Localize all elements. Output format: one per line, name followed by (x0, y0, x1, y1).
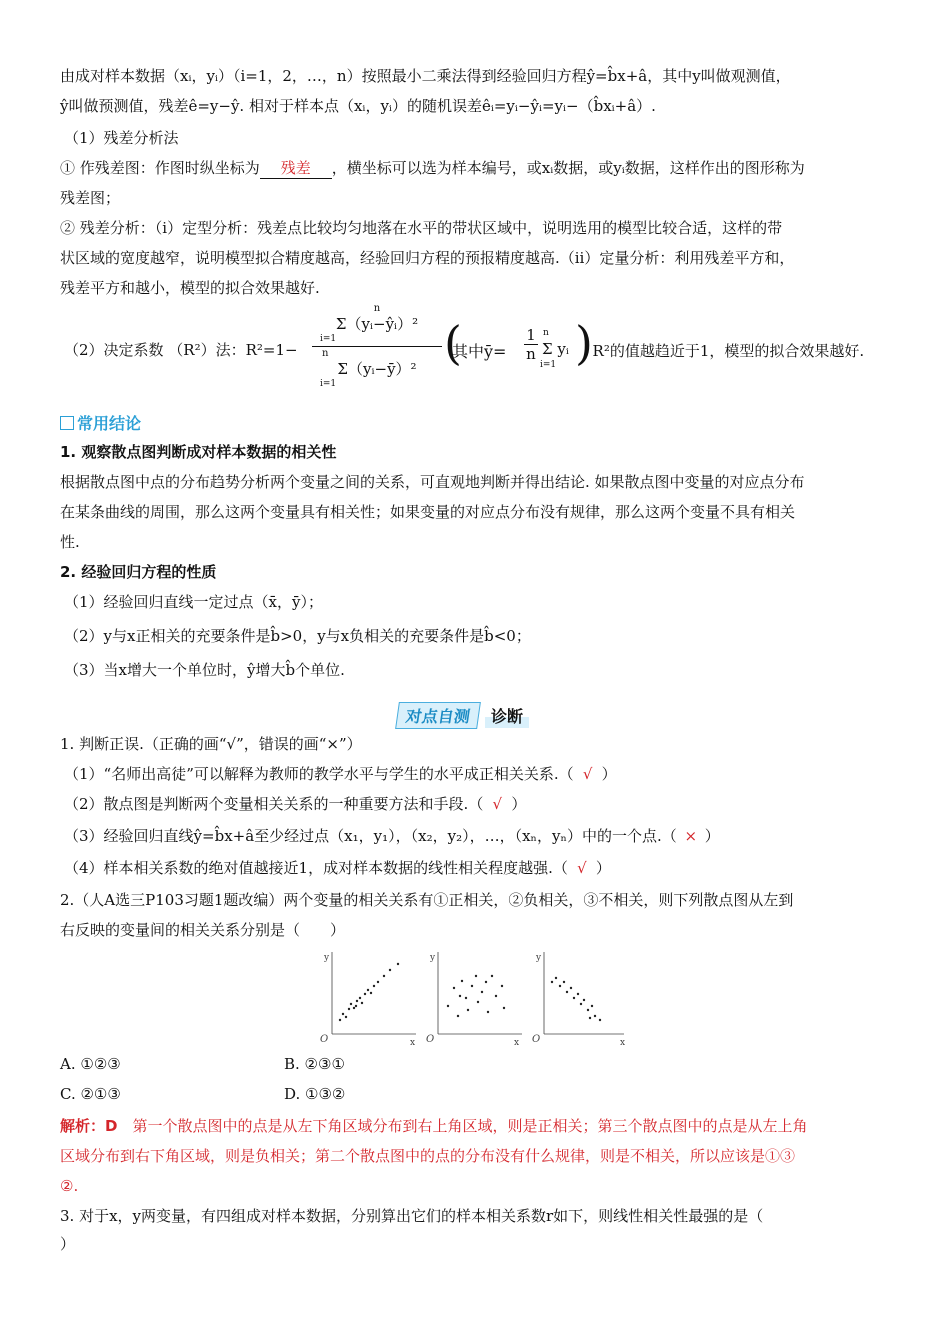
plot2-x-label: x (514, 1038, 520, 1046)
q2-answer-line-2: 区域分布到右下角区域，则是负相关；第二个散点图中的点的分布没有什么规律，则是不相关，所以应该是①③ (60, 1147, 796, 1165)
p1-pt (373, 985, 375, 987)
p2-pt (485, 981, 487, 983)
residual-heading: （1）残差分析法 (64, 129, 179, 147)
plot1-points (339, 963, 399, 1021)
p2-pt (501, 985, 503, 987)
conclusion-para-1b: 在某条曲线的周围，那么这两个变量具有相关性；如果变量的对应点分布没有规律，那么这两个变量不具有相关 (60, 503, 796, 521)
q2-option-b: B. ②③① (284, 1055, 345, 1073)
p3-pt (589, 1017, 591, 1019)
q1-item-2-text: （2）散点图是判断两个变量相关关系的一种重要方法和手段.（ (64, 795, 484, 813)
self-test-tag: 对点自测 (395, 702, 481, 729)
q2-answer-text-1: 第一个散点图中的点是从左下角区域分布到右上角区域，则是正相关；第三个散点图中的点是从左上角 (117, 1117, 808, 1135)
p3-pt (555, 977, 557, 979)
residual-plot-text-a: ① 作残差图：作图时纵坐标为 (60, 159, 260, 177)
conclusions-title-text: 常用结论 (77, 414, 142, 433)
self-test-tail: 诊断 (485, 703, 529, 728)
q1-item-4 (64, 858, 611, 878)
q2-answer-line-3: ②. (60, 1177, 79, 1195)
q1-item-3-end: ） (704, 827, 720, 845)
p3-pt (570, 987, 572, 989)
self-test-banner (397, 702, 529, 729)
q2-answer-label: 解析：D (60, 1117, 118, 1135)
scatter-plot-3 (532, 952, 625, 1046)
conclusion-heading-2: 2. 经验回归方程的性质 (60, 563, 217, 581)
plot1-origin: O (320, 1034, 329, 1045)
q2-option-a: A. ①②③ (60, 1055, 121, 1073)
p1-pt (364, 993, 366, 995)
r2-num-sum-top: n (373, 303, 381, 314)
plot3-points (551, 977, 601, 1021)
p1-pt (353, 1007, 355, 1009)
p1-pt (350, 1003, 352, 1005)
q2-stem-1: 2.（人A选三P103习题1题改编）两个变量的相关关系有①正相关，②负相关，③不相关，则下列散点图从左到 (60, 891, 794, 909)
p2-pt (447, 1005, 449, 1007)
p2-pt (495, 995, 497, 997)
intro-line-1: 由成对样本数据（xᵢ，yᵢ）（i=1，2，…，n）按照最小二乘法得到经验回归方程ŷ=b̂x+â，其中y叫做观测值， (60, 67, 791, 85)
q3-stem-2: ） (60, 1235, 76, 1253)
p2-pt (457, 1015, 459, 1017)
q1-item-4-text: （4）样本相关系数的绝对值越接近1，成对样本数据的线性相关程度越强.（ (64, 859, 568, 877)
q1-item-3 (64, 826, 720, 846)
q1-item-2 (64, 794, 526, 814)
p3-pt (566, 991, 568, 993)
residual-blank-answer: 残差 (260, 158, 332, 179)
q1-item-4-mark: √ (577, 859, 587, 877)
section-box-icon (60, 416, 74, 430)
p2-pt (475, 975, 477, 977)
p1-pt (397, 963, 399, 965)
intro-line-2: ŷ叫做预测值，残差ê=y−ŷ. 相对于样本点（xᵢ，yᵢ）的随机误差êᵢ=yᵢ−ŷᵢ=yᵢ−（b̂xᵢ+â）. (60, 97, 656, 115)
conclusion-heading-1: 1. 观察散点图判断成对样本数据的相关性 (60, 443, 337, 461)
q1-item-1-end: ） (601, 765, 617, 783)
r2-num-sum-bot: i=1 (320, 334, 337, 344)
p1-pt (356, 1000, 358, 1002)
q1-item-1-mark: √ (582, 765, 593, 783)
p1-pt (342, 1013, 344, 1015)
conclusion-para-1c: 性. (60, 533, 80, 551)
scatter-plots-figure (318, 946, 638, 1046)
p2-pt (465, 997, 467, 999)
p2-pt (459, 995, 461, 997)
p3-pt (577, 993, 579, 995)
p2-pt (503, 1007, 505, 1009)
p3-pt (594, 1015, 596, 1017)
q1-item-2-mark: √ (492, 795, 503, 813)
p2-pt (477, 1001, 479, 1003)
r2-mean-text: 其中ȳ= (452, 342, 507, 361)
r2-fraction (312, 304, 442, 389)
plot2-points (447, 975, 505, 1017)
r2-numerator: Σ（yᵢ−ŷᵢ）² (335, 315, 419, 333)
r2-den-sum-top: n (322, 348, 329, 359)
r2-mean-n: n (526, 345, 536, 363)
plot2-y-label: y (430, 953, 436, 963)
conclusion-item-3: （3）当x增大一个单位时，ŷ增大b̂个单位. (64, 661, 345, 679)
p1-pt (377, 981, 379, 983)
residual-analysis-3: 残差平方和越小，模型的拟合效果越好. (60, 279, 320, 297)
p3-pt (580, 1003, 582, 1005)
p3-pt (599, 1019, 601, 1021)
q1-stem: 1. 判断正误.（正确的画“√”，错误的画“×”） (60, 735, 362, 753)
r2-mean-fraction (524, 326, 538, 363)
p1-pt (345, 1016, 347, 1018)
residual-analysis-2: 状区域的宽度越窄，说明模型拟合精度越高，经验回归方程的预报精度越高.（ⅱ）定量分析：利用残差平方和， (60, 249, 795, 267)
q2-stem-2: 右反映的变量间的相关关系分别是（ ） (60, 921, 346, 939)
p2-pt (453, 987, 455, 989)
residual-plot-line-2: 残差图； (60, 189, 121, 207)
plot1-y-label: y (324, 953, 330, 963)
conclusion-item-1: （1）经验回归直线一定过点（x̄，ȳ）； (64, 593, 323, 611)
p2-pt (487, 1011, 489, 1013)
r2-mean-sum-top: n (543, 328, 549, 338)
p3-pt (563, 981, 565, 983)
r2-paren-open: ( (444, 316, 462, 370)
r2-mean-one: 1 (526, 326, 536, 344)
p2-pt (481, 991, 483, 993)
p3-pt (551, 981, 553, 983)
p2-pt (467, 1009, 469, 1011)
p2-pt (491, 975, 493, 977)
q1-item-3-mark: × (684, 827, 698, 845)
p3-pt (591, 1005, 593, 1007)
p1-pt (367, 989, 369, 991)
plot2-origin: O (426, 1034, 435, 1045)
q2-answer-line-1 (60, 1116, 807, 1136)
p1-pt (339, 1019, 341, 1021)
r2-fraction-bar (312, 346, 442, 347)
r2-paren-close: ) (575, 316, 593, 370)
q1-item-3-text: （3）经验回归直线ŷ=b̂x+â至少经过点（x₁，y₁），（x₂，y₂），…，（xₙ，yₙ）中的一个点.（ (64, 827, 677, 845)
q3-stem-1: 3. 对于x，y两变量，有四组成对样本数据，分别算出它们的样本相关系数r如下，则线性相关性最强的是（ (60, 1207, 764, 1225)
r2-lead: （2）决定系数 （R²）法：R²=1− (64, 341, 298, 359)
q1-item-1 (64, 764, 617, 784)
residual-plot-text-b: ，横坐标可以选为样本编号，或xᵢ数据，或yᵢ数据，这样作出的图形称为 (331, 159, 805, 177)
q1-item-4-end: ） (595, 859, 611, 877)
q1-item-2-end: ） (511, 795, 527, 813)
plot3-origin: O (532, 1034, 541, 1045)
p1-pt (355, 1005, 357, 1007)
plot1-x-label: x (410, 1038, 416, 1046)
scatter-plot-2 (426, 952, 522, 1046)
r2-mean-sum-bot: i=1 (540, 360, 557, 370)
q2-option-c: C. ②①③ (60, 1085, 121, 1103)
p1-pt (361, 1002, 363, 1004)
residual-plot-line (60, 158, 805, 179)
r2-denominator: Σ（yᵢ−ȳ）² (337, 360, 417, 378)
p2-pt (471, 985, 473, 987)
q1-item-1-text: （1）“名师出高徒”可以解释为教师的教学水平与学生的水平成正相关关系.（ (64, 765, 574, 783)
p3-pt (559, 985, 561, 987)
r2-mean-sum: Σ yᵢ (542, 340, 569, 358)
r2-den-sum-bot: i=1 (320, 379, 337, 389)
p1-pt (389, 969, 391, 971)
q2-option-d: D. ①③② (284, 1085, 346, 1103)
p3-pt (573, 997, 575, 999)
p3-pt (587, 1009, 589, 1011)
conclusion-item-2: （2）y与x正相关的充要条件是b̂>0，y与x负相关的充要条件是b̂<0； (64, 627, 531, 645)
r2-tail: . R²的值越趋近于1，模型的拟合效果越好. (583, 342, 865, 360)
residual-analysis-1: ② 残差分析：（ⅰ）定型分析：残差点比较均匀地落在水平的带状区域中，说明选用的模型比较合适，这样的带 (60, 219, 783, 237)
p2-pt (461, 980, 463, 982)
p3-pt (583, 999, 585, 1001)
conclusion-para-1a: 根据散点图中点的分布趋势分析两个变量之间的关系，可直观地判断并得出结论. 如果散点图中变量的对应点分布 (60, 473, 805, 491)
conclusions-title (60, 414, 141, 434)
scatter-plot-1 (320, 952, 416, 1046)
p1-pt (383, 975, 385, 977)
p1-pt (348, 1008, 350, 1010)
p1-pt (359, 997, 361, 999)
plot3-x-label: x (620, 1038, 626, 1046)
p1-pt (370, 992, 372, 994)
plot3-y-label: y (536, 953, 542, 963)
